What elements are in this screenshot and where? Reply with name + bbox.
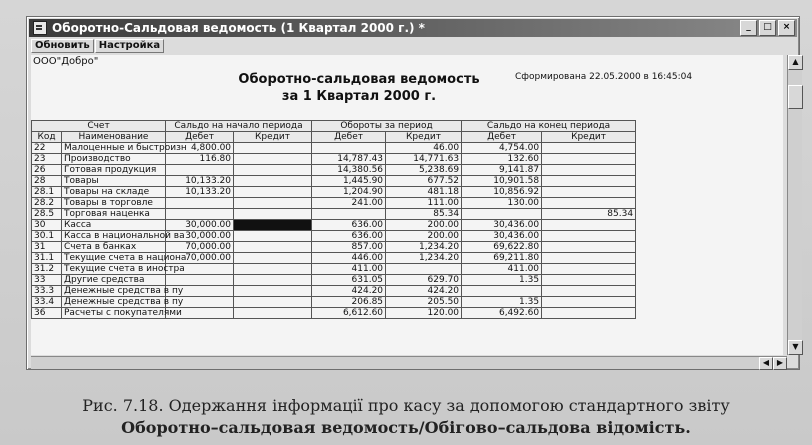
closing-debit-cell[interactable]: 9,141.87 [462,165,542,176]
closing-credit-cell[interactable] [542,308,636,319]
turnover-credit-cell[interactable]: 481.18 [386,187,462,198]
table-row[interactable] [32,253,636,264]
turnover-debit-cell[interactable]: 1,204.90 [312,187,386,198]
closing-debit-cell[interactable]: 6,492.60 [462,308,542,319]
table-row[interactable] [32,297,636,308]
account-code-cell[interactable]: 28.2 [32,198,62,209]
table-row[interactable] [32,176,636,187]
opening-credit-cell[interactable] [234,154,312,165]
closing-credit-cell[interactable] [542,154,636,165]
closing-debit-cell[interactable]: 1.35 [462,275,542,286]
closing-credit-cell[interactable] [542,286,636,297]
table-row[interactable] [32,231,636,242]
turnover-credit-cell[interactable]: 205.50 [386,297,462,308]
refresh-button[interactable]: Обновить [31,39,94,53]
account-name-cell[interactable]: Другие средства [62,275,166,286]
account-code-cell[interactable]: 36 [32,308,62,319]
column-header-credit: Кредит [234,132,312,143]
turnover-credit-cell[interactable]: 200.00 [386,220,462,231]
closing-debit-cell[interactable] [462,209,542,220]
closing-debit-cell[interactable]: 69,622.80 [462,242,542,253]
report-content [31,55,783,355]
account-name-cell[interactable]: Расчеты с покупателями [62,308,166,319]
opening-debit-cell[interactable]: 4,800.00 [166,143,234,154]
column-header-debit: Дебет [166,132,234,143]
turnover-debit-cell[interactable]: 446.00 [312,253,386,264]
account-name-cell[interactable]: Денежные средства в пу [62,297,166,308]
turnover-debit-cell[interactable]: 636.00 [312,231,386,242]
account-code-cell[interactable]: 28.5 [32,209,62,220]
closing-debit-cell[interactable]: 10,901.58 [462,176,542,187]
opening-credit-cell[interactable] [234,253,312,264]
turnover-debit-cell[interactable]: 14,380.56 [312,165,386,176]
opening-credit-cell[interactable] [234,143,312,154]
opening-credit-cell[interactable] [234,264,312,275]
opening-credit-cell[interactable] [234,187,312,198]
closing-credit-cell[interactable]: 85.34 [542,209,636,220]
account-code-cell[interactable]: 33 [32,275,62,286]
turnover-credit-cell[interactable]: 5,238.69 [386,165,462,176]
formed-timestamp: Сформирована 22.05.2000 в 16:45:04 [515,72,693,82]
vertical-scrollbar[interactable] [787,55,802,355]
figure-caption-report-name: Оборотно–сальдовая ведомость/Обігово–сальдова відомість. [121,418,691,437]
account-name-cell[interactable]: Готовая продукция [62,165,166,176]
turnover-debit-cell[interactable]: 636.00 [312,220,386,231]
opening-debit-cell[interactable] [166,198,234,209]
document-icon [33,21,47,35]
account-code-cell[interactable]: 30 [32,220,62,231]
closing-credit-cell[interactable] [542,264,636,275]
turnover-credit-cell[interactable] [386,264,462,275]
account-name-cell[interactable]: Текущие счета в иностра [62,264,166,275]
closing-debit-cell[interactable]: 10,856.92 [462,187,542,198]
opening-credit-cell[interactable] [234,209,312,220]
opening-credit-cell[interactable] [234,231,312,242]
opening-credit-cell[interactable] [234,176,312,187]
turnover-credit-cell[interactable]: 120.00 [386,308,462,319]
closing-debit-cell[interactable]: 132.60 [462,154,542,165]
account-code-cell[interactable]: 30.1 [32,231,62,242]
turnover-credit-cell[interactable]: 46.00 [386,143,462,154]
closing-credit-cell[interactable] [542,187,636,198]
closing-debit-cell[interactable]: 4,754.00 [462,143,542,154]
opening-credit-cell[interactable] [234,242,312,253]
table-row[interactable] [32,275,636,286]
table-row[interactable] [32,209,636,220]
turnover-debit-cell[interactable]: 857.00 [312,242,386,253]
closing-debit-cell[interactable]: 1.35 [462,297,542,308]
turnover-debit-cell[interactable]: 6,612.60 [312,308,386,319]
column-header-credit: Кредит [386,132,462,143]
account-name-cell[interactable]: Текущие счета в национа [62,253,166,264]
maximize-button[interactable]: □ [759,20,776,36]
account-code-cell[interactable]: 23 [32,154,62,165]
account-name-cell[interactable]: Касса [62,220,166,231]
opening-debit-cell[interactable] [166,209,234,220]
opening-debit-cell[interactable]: 30,000.00 [166,220,234,231]
opening-debit-cell[interactable]: 116.80 [166,154,234,165]
closing-credit-cell[interactable] [542,165,636,176]
opening-debit-cell[interactable]: 10,133.20 [166,187,234,198]
opening-credit-cell[interactable] [234,297,312,308]
opening-balance-header: Сальдо на начало периода [166,121,312,132]
account-name-cell[interactable]: Производство [62,154,166,165]
turnover-debit-cell[interactable] [312,143,386,154]
horizontal-scrollbar[interactable] [31,356,787,369]
balance-table [31,120,635,319]
turnover-debit-cell[interactable]: 411.00 [312,264,386,275]
title-bar[interactable] [29,19,797,37]
account-code-cell[interactable]: 33.4 [32,297,62,308]
scroll-left-icon[interactable]: ◀ [759,357,773,370]
opening-debit-cell[interactable]: 70,000.00 [166,242,234,253]
account-group-header: Счет [32,121,166,132]
turnover-credit-cell[interactable]: 85.34 [386,209,462,220]
opening-credit-cell[interactable] [234,275,312,286]
scroll-down-icon[interactable]: ▼ [788,340,803,355]
turnover-debit-cell[interactable]: 14,787.43 [312,154,386,165]
account-code-cell[interactable]: 31.2 [32,264,62,275]
closing-credit-cell[interactable] [542,297,636,308]
account-code-cell[interactable]: 28 [32,176,62,187]
turnover-debit-cell[interactable]: 631.05 [312,275,386,286]
account-code-cell[interactable]: 31.1 [32,253,62,264]
opening-credit-cell[interactable] [234,286,312,297]
closing-debit-cell[interactable]: 30,436.00 [462,231,542,242]
window-controls [740,20,795,36]
table-row[interactable] [32,308,636,319]
scroll-up-icon[interactable]: ▲ [788,55,803,70]
account-code-cell[interactable]: 22 [32,143,62,154]
window-title: Оборотно-Сальдовая ведомость (1 Квартал 2000 г.) * [52,21,425,35]
turnover-debit-cell[interactable]: 206.85 [312,297,386,308]
closing-credit-cell[interactable] [542,198,636,209]
account-code-cell[interactable]: 28.1 [32,187,62,198]
closing-credit-cell[interactable] [542,275,636,286]
vertical-scroll-thumb[interactable] [788,85,803,109]
opening-debit-cell[interactable]: 10,133.20 [166,176,234,187]
account-code-cell[interactable]: 26 [32,165,62,176]
closing-debit-cell[interactable]: 69,211.80 [462,253,542,264]
account-name-cell[interactable]: Касса в национальной ва [62,231,166,242]
opening-debit-cell[interactable] [166,165,234,176]
closing-debit-cell[interactable] [462,286,542,297]
opening-credit-cell[interactable] [234,220,312,231]
figure-caption: Рис. 7.18. Одержання інформації про касу за допомогою стандартного звіту [82,396,730,415]
account-name-cell[interactable]: Малоценные и быстроизн [62,143,166,154]
closing-credit-cell[interactable] [542,143,636,154]
minimize-button[interactable]: _ [740,20,757,36]
table-row[interactable] [32,286,636,297]
closing-debit-cell[interactable]: 130.00 [462,198,542,209]
opening-credit-cell[interactable] [234,308,312,319]
account-name-cell[interactable]: Товары на складе [62,187,166,198]
opening-debit-cell[interactable] [166,275,234,286]
opening-credit-cell[interactable] [234,165,312,176]
turnover-debit-cell[interactable]: 424.20 [312,286,386,297]
table-row[interactable] [32,264,636,275]
turnover-header: Обороты за период [312,121,462,132]
toolbar [31,39,165,53]
account-name-cell[interactable]: Денежные средства в пу [62,286,166,297]
account-code-cell[interactable]: 33.3 [32,286,62,297]
turnover-credit-cell[interactable]: 14,771.63 [386,154,462,165]
opening-debit-cell[interactable]: 70,000.00 [166,253,234,264]
account-name-cell[interactable]: Счета в банках [62,242,166,253]
closing-credit-cell[interactable] [542,220,636,231]
turnover-credit-cell[interactable]: 424.20 [386,286,462,297]
closing-credit-cell[interactable] [542,176,636,187]
closing-balance-header: Сальдо на конец периода [462,121,636,132]
table-row[interactable] [32,220,636,231]
scroll-right-icon[interactable]: ▶ [773,357,787,370]
report-period: за 1 Квартал 2000 г. [281,89,437,104]
organization-name: ООО"Добро" [33,56,99,67]
column-header-debit: Дебет [462,132,542,143]
table-row[interactable] [32,198,636,209]
turnover-debit-cell[interactable]: 241.00 [312,198,386,209]
table-row[interactable] [32,165,636,176]
turnover-credit-cell[interactable]: 677.52 [386,176,462,187]
table-row[interactable] [32,187,636,198]
turnover-credit-cell[interactable]: 200.00 [386,231,462,242]
column-header-credit: Кредит [542,132,636,143]
turnover-credit-cell[interactable]: 111.00 [386,198,462,209]
closing-debit-cell[interactable]: 411.00 [462,264,542,275]
report-window [26,16,800,370]
column-header-code: Код [32,132,62,143]
turnover-debit-cell[interactable]: 1,445.90 [312,176,386,187]
closing-debit-cell[interactable]: 30,436.00 [462,220,542,231]
account-name-cell[interactable]: Торговая наценка [62,209,166,220]
account-name-cell[interactable]: Товары в торговле [62,198,166,209]
opening-debit-cell[interactable]: 30,000.00 [166,231,234,242]
closing-credit-cell[interactable] [542,231,636,242]
table-row[interactable] [32,154,636,165]
table-row[interactable] [32,143,636,154]
account-code-cell[interactable]: 31 [32,242,62,253]
close-button[interactable]: × [778,20,795,36]
column-header-name: Наименование [62,132,166,143]
turnover-credit-cell[interactable]: 1,234.20 [386,253,462,264]
closing-credit-cell[interactable] [542,253,636,264]
turnover-debit-cell[interactable] [312,209,386,220]
account-name-cell[interactable]: Товары [62,176,166,187]
report-title: Оборотно-сальдовая ведомость [238,72,480,87]
closing-credit-cell[interactable] [542,242,636,253]
table-row[interactable] [32,242,636,253]
opening-credit-cell[interactable] [234,198,312,209]
column-header-debit: Дебет [312,132,386,143]
turnover-credit-cell[interactable]: 629.70 [386,275,462,286]
settings-button[interactable]: Настройка [95,39,164,53]
turnover-credit-cell[interactable]: 1,234.20 [386,242,462,253]
